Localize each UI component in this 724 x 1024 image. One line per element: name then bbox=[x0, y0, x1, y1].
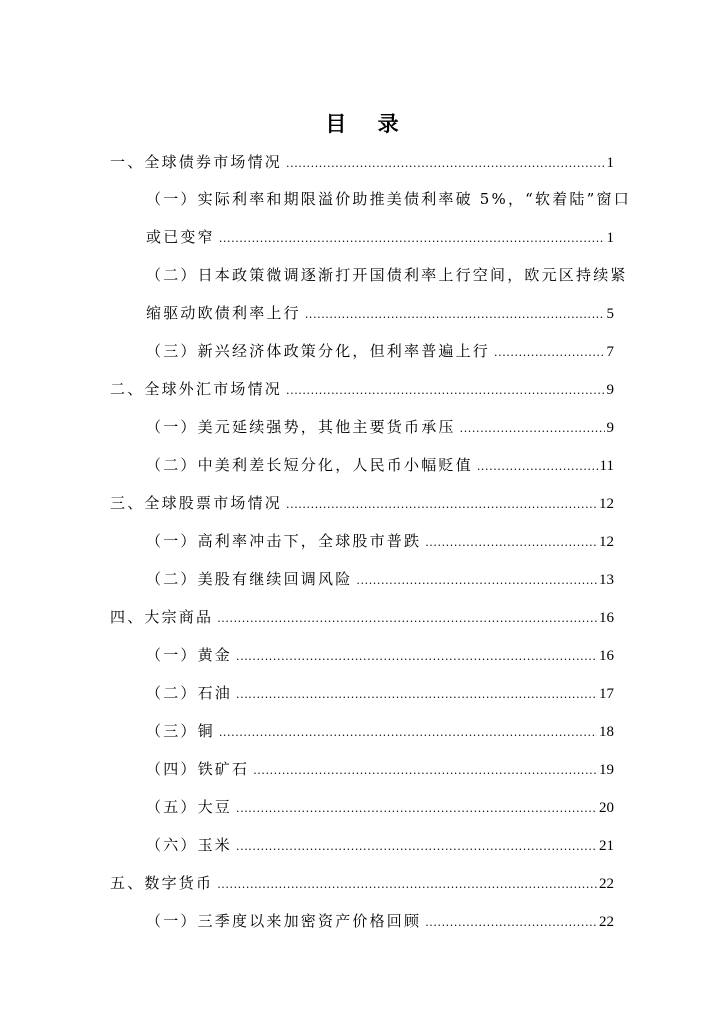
leader-dots bbox=[286, 154, 604, 174]
leader-dots bbox=[305, 305, 605, 325]
toc-entry-text: （三）新兴经济体政策分化，但利率普遍上行 bbox=[146, 342, 491, 360]
toc-title: 目 录 bbox=[325, 111, 411, 136]
leader-dots bbox=[494, 343, 604, 363]
toc-page-number: 12 bbox=[599, 534, 614, 550]
toc-page-number: 18 bbox=[599, 724, 614, 740]
toc-page-number: 21 bbox=[599, 838, 614, 854]
toc-entry-5[interactable] bbox=[110, 873, 614, 895]
toc-entry-4-4[interactable] bbox=[146, 759, 614, 781]
leader-dots bbox=[236, 647, 597, 667]
toc-entry-4-6[interactable] bbox=[146, 835, 614, 857]
toc-entry-4-2[interactable] bbox=[146, 683, 614, 705]
leader-dots bbox=[219, 229, 605, 249]
toc-entry-1-3[interactable] bbox=[146, 341, 614, 363]
toc-entry-text: （二）日本政策微调逐渐打开国债利率上行空间，欧元区持续紧 bbox=[146, 266, 628, 284]
toc-entry-text-cont: 缩驱动欧债利率上行 bbox=[146, 304, 301, 322]
toc-entry-3-2[interactable] bbox=[146, 569, 614, 591]
toc-entry-text: （一）实际利率和期限溢价助推美债利率破 5%，“软着陆”窗口 bbox=[146, 190, 631, 208]
toc-entry-1-2[interactable] bbox=[146, 265, 628, 285]
toc-page-number: 16 bbox=[599, 648, 614, 664]
toc-page-number: 17 bbox=[599, 686, 614, 702]
toc-page-number: 1 bbox=[606, 155, 614, 171]
toc-entry-text: （五）大豆 bbox=[146, 798, 233, 816]
toc-entry-text: （一）黄金 bbox=[146, 646, 233, 664]
toc-entry-text: 二、全球外汇市场情况 bbox=[110, 380, 283, 398]
toc-entry-2-1[interactable] bbox=[146, 417, 614, 439]
leader-dots bbox=[217, 609, 597, 629]
leader-dots bbox=[253, 761, 597, 781]
toc-entry-text: 三、全球股票市场情况 bbox=[110, 494, 283, 512]
toc-page-number: 9 bbox=[606, 420, 614, 436]
toc-page-number: 5 bbox=[606, 306, 614, 322]
toc-entry-text: （三）铜 bbox=[146, 722, 215, 740]
toc-page-number: 1 bbox=[606, 230, 614, 246]
toc-entry-text: （二）美股有继续回调风险 bbox=[146, 570, 353, 588]
toc-page-number: 7 bbox=[606, 344, 614, 360]
toc-entry-2-2[interactable] bbox=[146, 455, 614, 477]
toc-page-number: 16 bbox=[599, 610, 614, 626]
toc-entry-text: 四、大宗商品 bbox=[110, 608, 214, 626]
toc-entry-1-1[interactable] bbox=[146, 189, 631, 209]
toc-entry-text: 一、全球债券市场情况 bbox=[110, 153, 283, 171]
toc-entry-text: （四）铁矿石 bbox=[146, 760, 250, 778]
toc-entry-4-1[interactable] bbox=[146, 645, 614, 667]
toc-entry-text-cont: 或已变窄 bbox=[146, 228, 215, 246]
toc-entry-2[interactable] bbox=[110, 379, 614, 401]
leader-dots bbox=[217, 875, 597, 895]
toc-entry-1[interactable] bbox=[110, 152, 614, 174]
toc-page-number: 22 bbox=[599, 876, 614, 892]
toc-entry-text: （二）中美利差长短分化，人民币小幅贬值 bbox=[146, 456, 473, 474]
leader-dots bbox=[236, 685, 597, 705]
toc-page-number: 13 bbox=[599, 572, 614, 588]
leader-dots bbox=[356, 571, 597, 591]
toc-page-number: 12 bbox=[599, 496, 614, 512]
toc-page-number: 20 bbox=[599, 800, 614, 816]
leader-dots bbox=[236, 799, 597, 819]
leader-dots bbox=[425, 533, 597, 553]
toc-entry-1-1-cont[interactable] bbox=[146, 227, 614, 249]
toc-entry-text: （一）美元延续强势，其他主要货币承压 bbox=[146, 418, 456, 436]
leader-dots bbox=[477, 457, 598, 477]
toc-entry-3-1[interactable] bbox=[146, 531, 614, 553]
toc-entry-4[interactable] bbox=[110, 607, 614, 629]
toc-page-number: 11 bbox=[599, 458, 614, 474]
toc-page-number: 19 bbox=[599, 762, 614, 778]
leader-dots bbox=[286, 381, 604, 401]
leader-dots bbox=[425, 913, 597, 933]
leader-dots bbox=[286, 495, 597, 515]
toc-entry-4-3[interactable] bbox=[146, 721, 614, 743]
toc-page-number: 22 bbox=[599, 914, 614, 930]
toc-page-number: 9 bbox=[606, 382, 614, 398]
toc-entry-text: （一）高利率冲击下，全球股市普跌 bbox=[146, 532, 422, 550]
toc-entry-text: （二）石油 bbox=[146, 684, 233, 702]
toc-entry-5-1[interactable] bbox=[146, 911, 614, 933]
toc-entry-3[interactable] bbox=[110, 493, 614, 515]
toc-entry-4-5[interactable] bbox=[146, 797, 614, 819]
leader-dots bbox=[236, 837, 597, 857]
toc-entry-1-2-cont[interactable] bbox=[146, 303, 614, 325]
toc-entry-text: （一）三季度以来加密资产价格回顾 bbox=[146, 912, 422, 930]
leader-dots bbox=[460, 419, 605, 439]
toc-entry-text: （六）玉米 bbox=[146, 836, 233, 854]
leader-dots bbox=[219, 723, 597, 743]
toc-entry-text: 五、数字货币 bbox=[110, 874, 214, 892]
